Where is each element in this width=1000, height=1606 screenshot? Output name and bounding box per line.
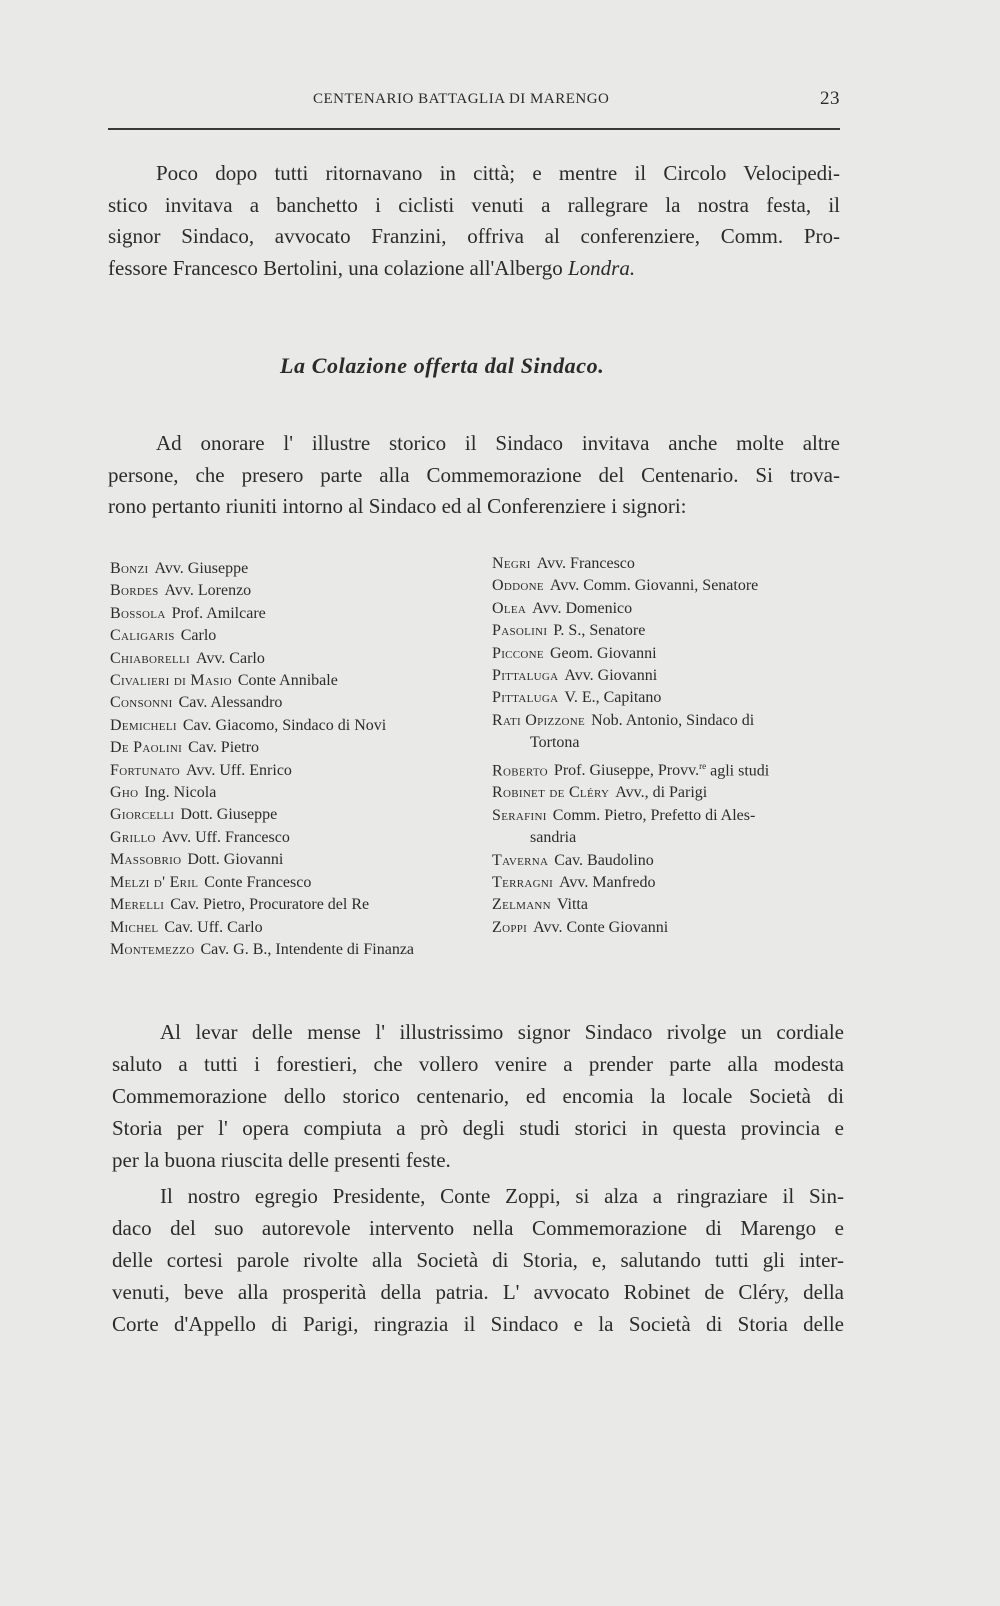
- text-line: signor Sindaco, avvocato Franzini, offriva al conferenziere, Comm. Pro-: [108, 224, 840, 248]
- guest-entry: [110, 737, 480, 759]
- guest-surname: Piccone: [492, 644, 544, 662]
- guest-surname: Oddone: [492, 577, 544, 595]
- text-line: Al levar delle mense l' illustrissimo signor Sindaco rivolge un cordiale: [160, 1020, 844, 1044]
- guest-surname: Terragni: [492, 874, 554, 892]
- text-line: Ad onorare l' illustre storico il Sindaco invitava anche molte altre: [156, 431, 840, 455]
- text-line: stico invitava a banchetto i ciclisti venuti a rallegrare la nostra festa, il: [108, 192, 840, 217]
- guest-details: Avv. Carlo: [195, 649, 265, 667]
- guest-entry: [110, 558, 480, 580]
- guest-entry: [110, 715, 480, 737]
- guest-entry: [110, 782, 480, 804]
- guest-entry: [110, 760, 480, 782]
- guest-list-left: [110, 558, 480, 961]
- guest-entry: [492, 553, 844, 575]
- guest-surname: Chiaborelli: [110, 649, 190, 667]
- guest-surname: Consonni: [110, 694, 173, 712]
- guest-entry: [492, 894, 844, 916]
- guest-entry: [110, 648, 480, 670]
- guest-surname: Olea: [492, 599, 527, 617]
- guest-details: Ing. Nicola: [144, 784, 217, 802]
- text-line-prefix: fessore Francesco Bertolini, una colazione all'Albergo: [108, 255, 568, 280]
- guest-surname: Bossola: [110, 604, 166, 622]
- guest-entry: [110, 827, 480, 849]
- guest-surname: Pittaluga: [492, 689, 559, 707]
- guest-surname: Massobrio: [110, 851, 182, 869]
- paragraph-toast-president: [112, 1180, 844, 1340]
- guest-entry: [492, 620, 844, 642]
- guest-entry: [492, 643, 844, 665]
- guest-details: Conte Annibale: [237, 672, 338, 690]
- text-line: Commemorazione dello storico centenario, ed encomia la locale Società di: [112, 1084, 844, 1108]
- guest-surname: Zoppi: [492, 918, 528, 936]
- guest-entry: [110, 849, 480, 871]
- guest-entry: [110, 917, 480, 939]
- guest-details: Avv. Uff. Francesco: [161, 828, 290, 846]
- guest-entry: [492, 782, 844, 804]
- guest-surname: Montemezzo: [110, 940, 195, 958]
- guest-details: Avv. Lorenzo: [164, 582, 252, 600]
- guest-details: Prof. Amilcare: [171, 604, 266, 622]
- text-line: rono pertanto riuniti intorno al Sindaco ed al Conferenziere i signori:: [108, 494, 687, 518]
- guest-details: Comm. Pietro, Prefetto di Ales-: [552, 806, 756, 824]
- guest-surname: Negri: [492, 555, 531, 572]
- guest-entry: [110, 692, 480, 714]
- guest-entry: [492, 575, 844, 597]
- guest-entry: [110, 939, 480, 961]
- guest-surname: Gho: [110, 784, 139, 802]
- paragraph-toast-sindaco: [112, 1016, 844, 1176]
- guest-surname: Robinet de Cléry: [492, 784, 610, 802]
- guest-details: Cav. Baudolino: [554, 851, 654, 869]
- guest-surname: Roberto: [492, 761, 548, 779]
- guest-entry: [110, 894, 480, 916]
- guest-entry: [492, 665, 844, 687]
- text-line: [108, 253, 840, 285]
- guest-surname: Bonzi: [110, 560, 149, 577]
- guest-details: Cav. Alessandro: [178, 694, 283, 712]
- guest-details-continuation: Tortona: [530, 734, 580, 752]
- guest-details: Conte Francesco: [204, 873, 312, 891]
- guest-surname: Melzi d' Eril: [110, 873, 199, 891]
- guest-entry: [492, 917, 844, 939]
- page-number: 23: [820, 88, 840, 109]
- guest-surname: Serafini: [492, 806, 547, 824]
- guest-list-right: [492, 553, 844, 939]
- guest-details: Cav. Uff. Carlo: [164, 918, 263, 936]
- text-line: Corte d'Appello di Parigi, ringrazia il Sindaco e la Società di Storia delle: [112, 1312, 844, 1336]
- guest-surname: Grillo: [110, 828, 156, 846]
- text-line: persone, che presero parte alla Commemorazione del Centenario. Si trova-: [108, 462, 840, 487]
- guest-surname: Bordes: [110, 582, 159, 600]
- hotel-name: Londra.: [568, 255, 636, 280]
- guest-surname: Giorcelli: [110, 806, 175, 824]
- guest-details: Avv. Domenico: [532, 599, 633, 617]
- guest-details-tail: agli studi: [706, 761, 770, 779]
- text-line: venuti, beve alla prosperità della patria. L' avvocato Robinet de Cléry, della: [112, 1280, 844, 1304]
- guest-entry: [492, 805, 844, 850]
- text-line: Storia per l' opera compiuta a prò degli studi storici in questa provincia e: [112, 1116, 844, 1140]
- guest-details: Avv. Giovanni: [564, 667, 658, 685]
- guest-entry: [110, 625, 480, 647]
- text-line: Il nostro egregio Presidente, Conte Zoppi, si alza a ringraziare il Sin-: [160, 1184, 844, 1208]
- guest-entry: [110, 872, 480, 894]
- guest-surname: Rati Opizzone: [492, 711, 586, 729]
- guest-details: Avv. Comm. Giovanni, Senatore: [549, 577, 759, 595]
- guest-details: Cav. G. B., Intendente di Finanza: [200, 940, 415, 958]
- guest-details: Dott. Giuseppe: [180, 806, 278, 824]
- guest-details: Cav. Pietro: [188, 739, 260, 757]
- guest-surname: Pasolini: [492, 622, 548, 640]
- guest-entry: [110, 580, 480, 602]
- guest-details-continuation: sandria: [530, 829, 577, 847]
- guest-surname: Merelli: [110, 896, 165, 914]
- guest-surname: Zelmann: [492, 896, 551, 914]
- guest-details: Prof. Giuseppe, Provv.: [553, 761, 700, 779]
- guest-details: Geom. Giovanni: [549, 644, 657, 662]
- guest-details: Nob. Antonio, Sindaco di: [591, 711, 755, 729]
- guest-surname: Fortunato: [110, 761, 181, 779]
- guest-surname: Caligaris: [110, 627, 175, 645]
- paragraph-invitation: [108, 428, 840, 523]
- guest-surname: Demicheli: [110, 716, 177, 734]
- text-line: saluto a tutti i forestieri, che vollero venire a prender parte alla modesta: [112, 1052, 844, 1076]
- guest-entry: [492, 687, 844, 709]
- guest-entry: [110, 670, 480, 692]
- paragraph-banquet: [108, 158, 840, 284]
- superscript: re: [699, 760, 707, 771]
- guest-details: Avv. Manfredo: [559, 874, 656, 892]
- header-rule: [108, 128, 840, 130]
- text-line: daco del suo autorevole intervento nella Commemorazione di Marengo e: [112, 1216, 844, 1240]
- text-line: Poco dopo tutti ritornavano in città; e mentre il Circolo Velocipedi-: [156, 161, 840, 185]
- guest-entry: [110, 804, 480, 826]
- guest-details: Avv. Francesco: [536, 555, 635, 572]
- guest-surname: Pittaluga: [492, 667, 559, 685]
- guest-details: Avv., di Parigi: [615, 784, 708, 802]
- guest-surname: Civalieri di Masio: [110, 672, 232, 690]
- guest-details: Cav. Pietro, Procuratore del Re: [170, 896, 370, 914]
- guest-details: Dott. Giovanni: [187, 851, 284, 869]
- guest-details: Carlo: [180, 627, 217, 645]
- guest-details: P. S., Senatore: [553, 622, 646, 640]
- guest-entry: [492, 598, 844, 620]
- section-heading: La Colazione offerta dal Sindaco.: [280, 353, 605, 378]
- guest-surname: De Paolini: [110, 739, 183, 757]
- guest-entry: [110, 603, 480, 625]
- guest-details: Avv. Uff. Enrico: [186, 761, 292, 779]
- guest-details: Cav. Giacomo, Sindaco di Novi: [182, 716, 387, 734]
- guest-surname: Taverna: [492, 851, 549, 869]
- text-line: per la buona riuscita delle presenti feste.: [112, 1148, 451, 1172]
- guest-entry: [492, 872, 844, 894]
- guest-entry: [492, 850, 844, 872]
- guest-surname: Michel: [110, 918, 159, 936]
- running-title: CENTENARIO BATTAGLIA DI MARENGO: [313, 91, 610, 107]
- guest-details: V. E., Capitano: [564, 689, 662, 707]
- guest-entry: [492, 710, 844, 755]
- text-line: delle cortesi parole rivolte alla Società di Storia, e, salutando tutti gli inter-: [112, 1248, 844, 1272]
- guest-entry: [492, 755, 844, 783]
- guest-details: Avv. Giuseppe: [154, 560, 249, 577]
- guest-details: Vitta: [556, 896, 588, 914]
- guest-details: Avv. Conte Giovanni: [533, 918, 669, 936]
